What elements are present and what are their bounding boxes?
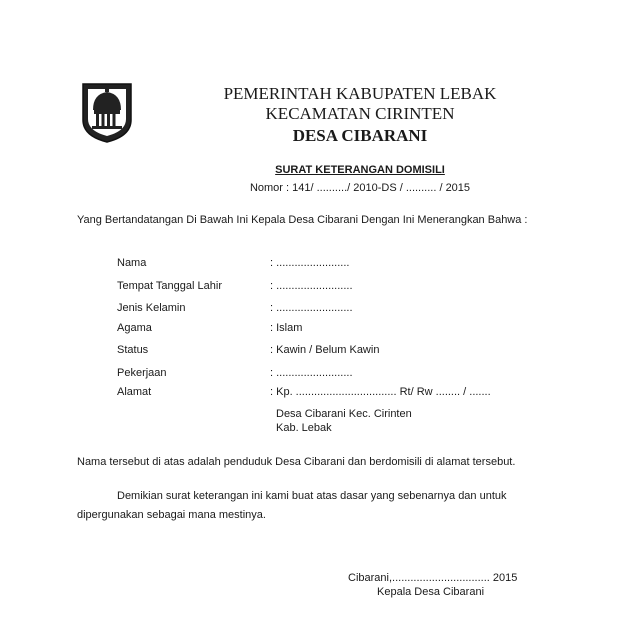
document-number: Nomor : 141/ ........../ 2010-DS / .......... / 2015 [249,182,471,194]
closing-text-line2: dipergunakan sebagai mana mestinya. [77,509,266,521]
intro-text: Yang Bertandatangan Di Bawah Ini Kepala Desa Cibarani Dengan Ini Menerangkan Bahwa : [77,214,528,226]
header-district: KECAMATAN CIRINTEN [265,104,455,123]
document-title: SURAT KETERANGAN DOMISILI [275,164,445,176]
field-value-agama: : Islam [270,322,303,334]
field-label-pekerjaan: Pekerjaan [117,367,167,379]
field-value-alamat: : Kp. ................................. Rt/ Rw ........ / ....... [270,386,491,398]
field-label-nama: Nama [117,257,147,269]
signature-place-date: Cibarani,................................ 2015 [348,572,518,584]
address-line-regency: Kab. Lebak [276,422,332,434]
field-label-alamat: Alamat [117,386,152,398]
closing-text-line1: Demikian surat keterangan ini kami buat atas dasar yang sebenarnya dan untuk [117,490,507,502]
header-government: PEMERINTAH KABUPATEN LEBAK [223,84,497,103]
field-value-nama: : ........................ [270,257,350,269]
header-village: DESA CIBARANI [292,126,428,145]
field-label-status: Status [117,344,149,356]
field-label-tempat-tanggal-lahir: Tempat Tanggal Lahir [117,280,222,292]
regency-emblem-logo [79,80,135,144]
field-value-status: : Kawin / Belum Kawin [270,344,380,356]
signature-position: Kepala Desa Cibarani [377,586,485,598]
field-value-pekerjaan: : ......................... [270,367,353,379]
field-label-jenis-kelamin: Jenis Kelamin [117,302,186,314]
field-value-tempat-tanggal-lahir: : ......................... [270,280,353,292]
statement-text: Nama tersebut di atas adalah penduduk Desa Cibarani dan berdomisili di alamat tersebut. [77,456,516,468]
field-label-agama: Agama [117,322,152,334]
field-value-jenis-kelamin: : ......................... [270,302,353,314]
address-line-village: Desa Cibarani Kec. Cirinten [276,408,412,420]
